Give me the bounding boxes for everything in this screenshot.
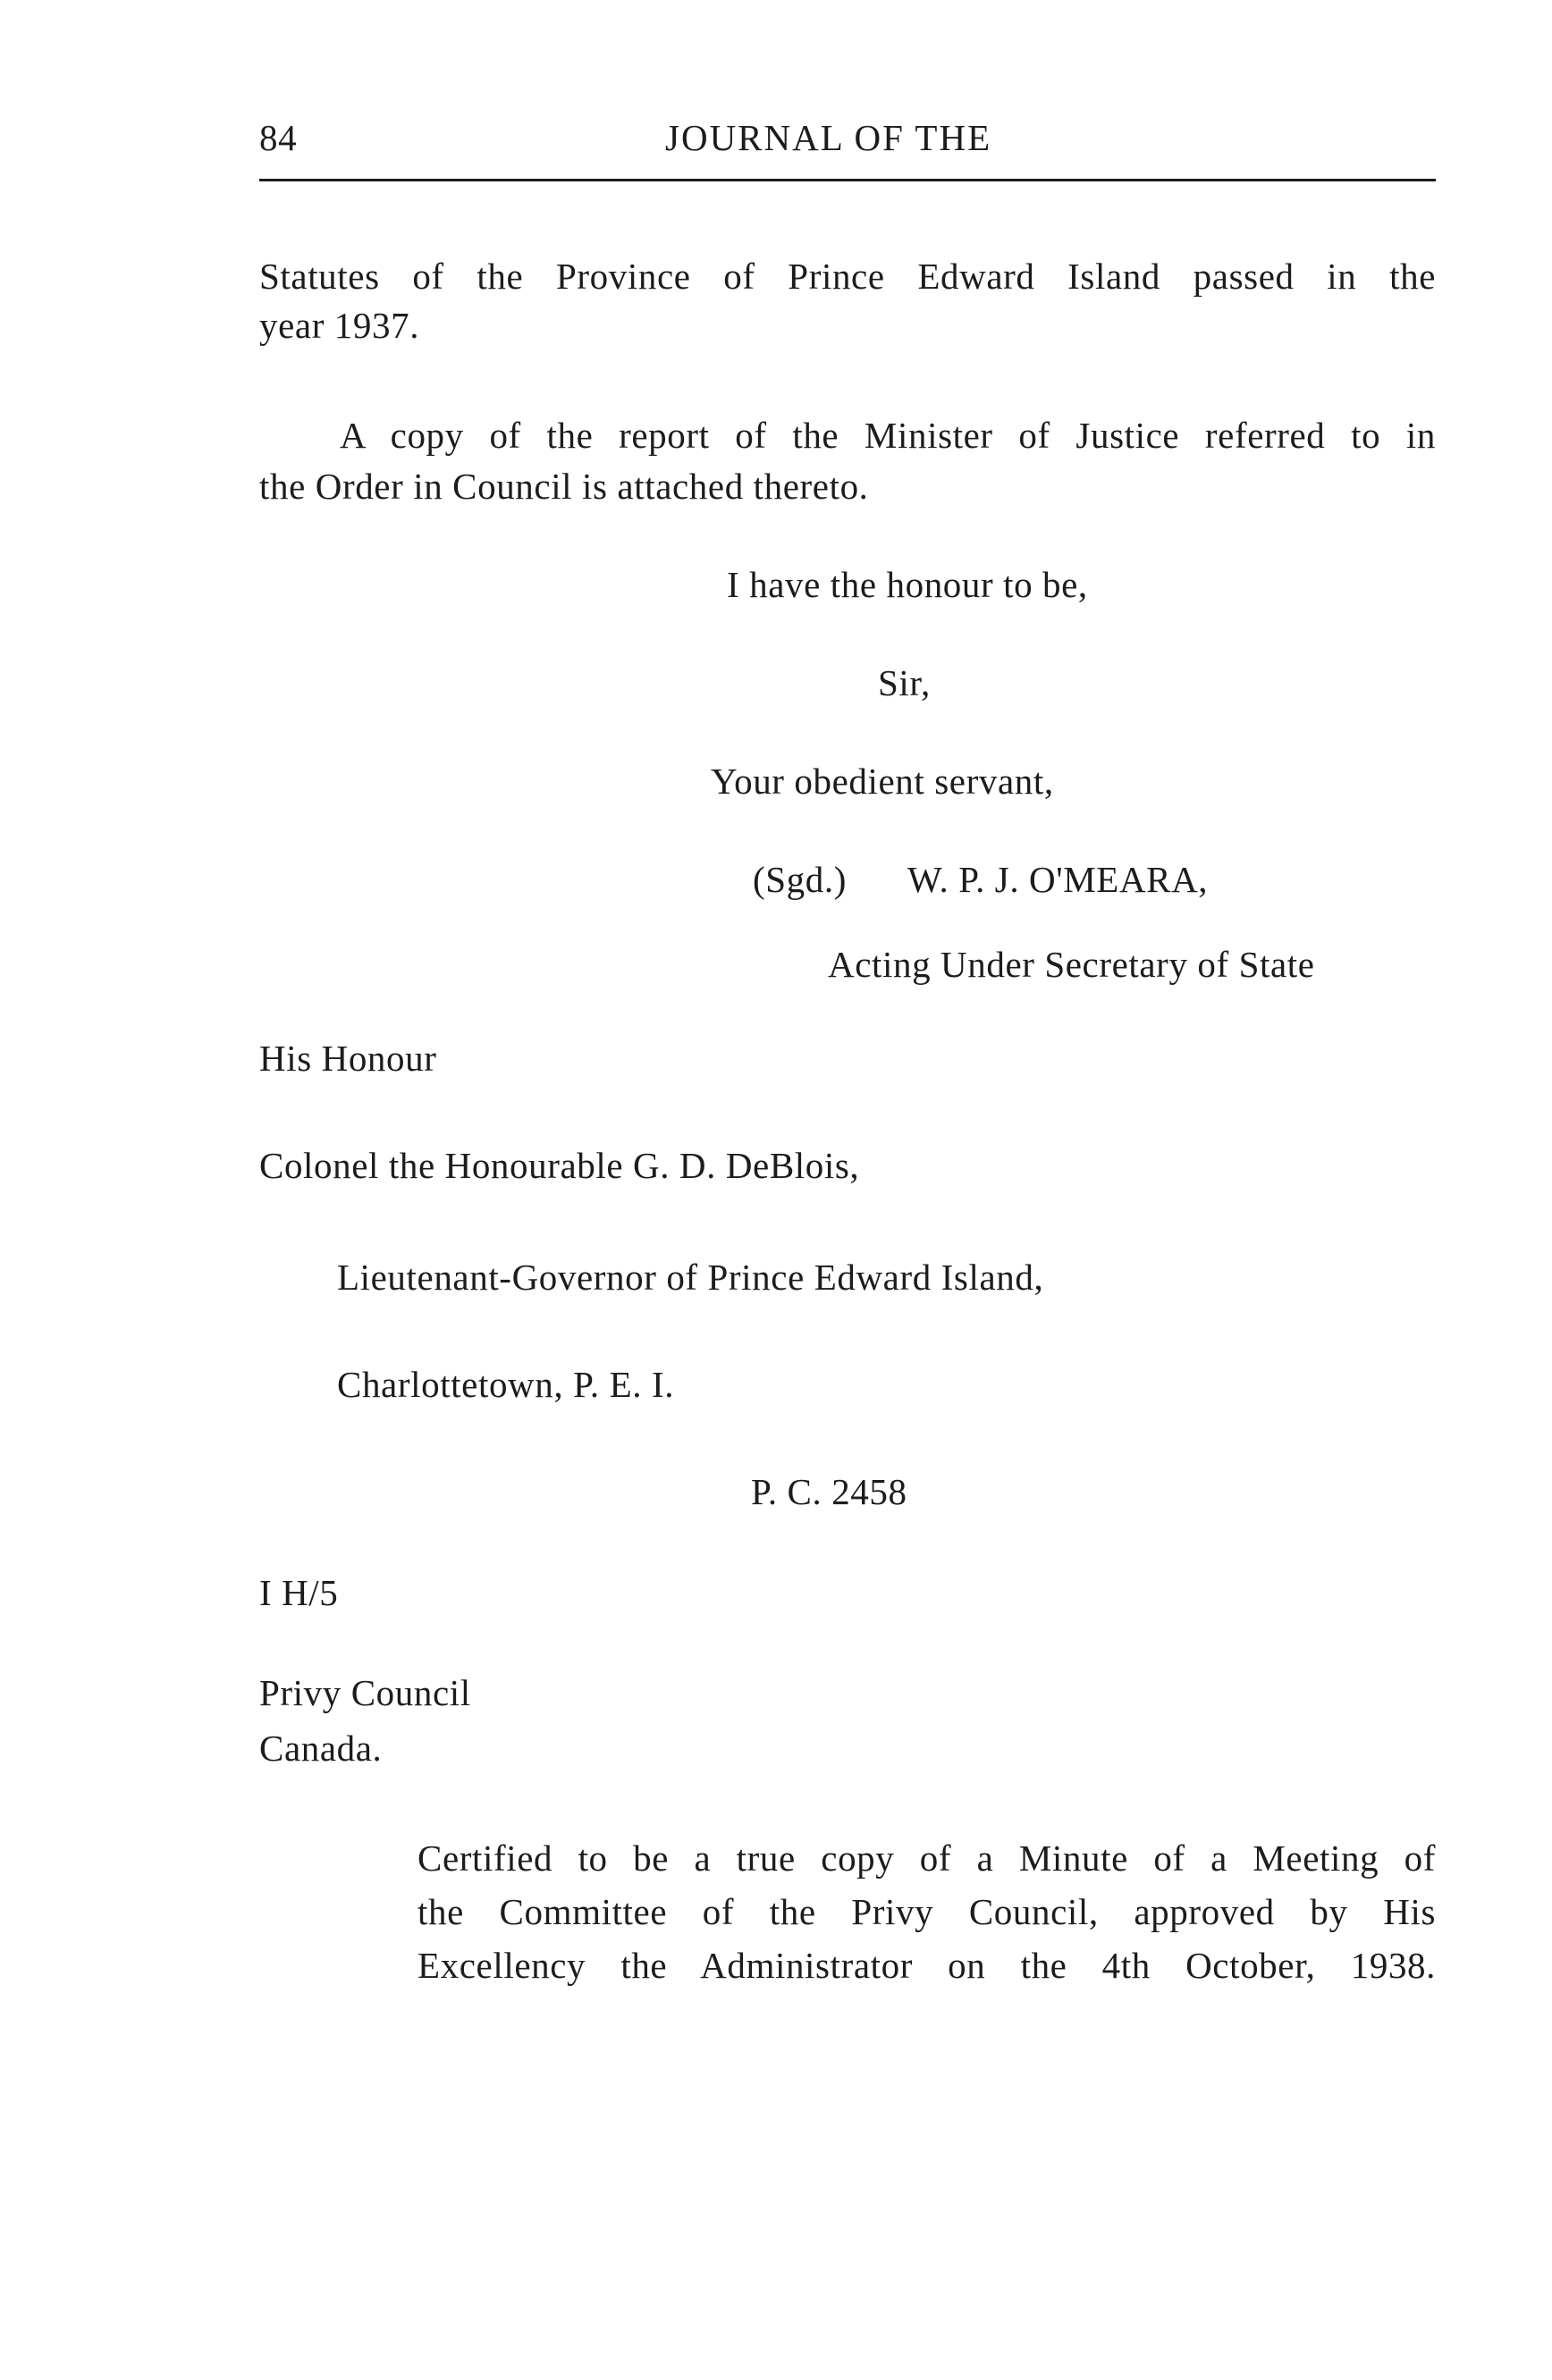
paragraph-2-line-2: the Order in Council is attached thereto. xyxy=(259,466,869,507)
address-line-2: Colonel the Honourable G. D. DeBlois, xyxy=(259,1145,860,1186)
page-number: 84 xyxy=(259,117,298,158)
running-title: JOURNAL OF THE xyxy=(665,117,992,158)
header-rule xyxy=(259,179,1436,181)
issuer-line-2: Canada. xyxy=(259,1728,383,1769)
file-reference: I H/5 xyxy=(259,1572,339,1613)
closing-sgd: (Sgd.) xyxy=(753,859,847,900)
address-line-4: Charlottetown, P. E. I. xyxy=(337,1364,675,1405)
closing-sir: Sir, xyxy=(878,662,931,703)
closing-servant: Your obedient servant, xyxy=(711,761,1054,802)
signatory-title: Acting Under Secretary of State xyxy=(828,944,1315,985)
order-number: P. C. 2458 xyxy=(751,1471,907,1512)
address-line-3: Lieutenant-Governor of Prince Edward Island, xyxy=(337,1257,1044,1298)
certified-line-3: Excellency the Administrator on the 4th October, 1938. xyxy=(418,1945,1436,1986)
closing-honour: I have the honour to be, xyxy=(727,564,1088,605)
certified-line-2: the Committee of the Privy Council, approved by His xyxy=(418,1891,1436,1932)
paragraph-1-line-2: year 1937. xyxy=(259,305,420,346)
paragraph-1-line-1: Statutes of the Province of Prince Edward Island passed in the xyxy=(259,256,1436,297)
address-line-1: His Honour xyxy=(259,1038,437,1079)
paragraph-2-line-1: A copy of the report of the Minister of Justice referred to in xyxy=(340,415,1436,456)
issuer-line-1: Privy Council xyxy=(259,1672,471,1713)
certified-line-1: Certified to be a true copy of a Minute of a Meeting of xyxy=(418,1838,1436,1879)
signatory-name: W. P. J. O'MEARA, xyxy=(907,859,1209,900)
